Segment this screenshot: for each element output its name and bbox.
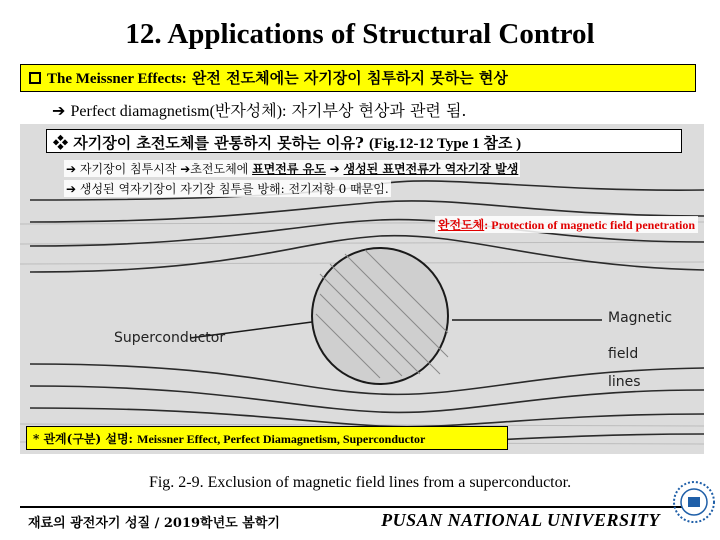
keyword-text: Meissner Effect, Perfect Diamagnetism, Superconductor	[137, 432, 426, 446]
arrow-icon: ➔	[52, 101, 66, 120]
meissner-label: The Meissner Effects:	[47, 71, 187, 87]
surface-current-text: 표면전류 유도	[252, 162, 326, 176]
reason-text: 자기장이 초전도체를 관통하지 못하는 이유?	[73, 134, 364, 152]
diamagnetism-label: Perfect diamagnetism(반자성체):	[70, 103, 287, 120]
diamond-bullet-icon: ❖	[53, 134, 69, 152]
keyword-box	[26, 426, 508, 450]
sub-line-1	[64, 160, 520, 177]
reverse-field-text: 생성된 표면전류가 역자기장 발생	[343, 162, 519, 176]
magnetic-label: Magnetic	[608, 310, 673, 326]
superconductor-label: Superconductor	[114, 330, 226, 346]
course-footer: 재료의 광전자기 성질 / 2019학년도 봄학기	[28, 516, 280, 531]
diamagnetism-line	[52, 98, 467, 121]
checkbox-bullet-icon	[29, 72, 41, 84]
sub-line-1-arrow: ➔	[325, 162, 344, 176]
figure-red-caption	[435, 216, 698, 233]
meissner-box	[20, 64, 696, 92]
reason-box	[46, 129, 682, 153]
university-name: PUSAN NATIONAL UNIVERSITY	[381, 510, 660, 530]
meissner-text: 완전 전도체에는 자기장이 침투하지 못하는 현상	[191, 69, 508, 87]
field-label: field	[608, 346, 639, 362]
reason-ref: (Fig.12-12 Type 1 참조 )	[368, 136, 522, 152]
protection-text: : Protection of magnetic field penetration	[484, 218, 695, 232]
sub-line-1-a: ➔ 자기장이 침투시작 ➔초전도체에	[66, 162, 253, 176]
keyword-label: * 관계(구분) 설명:	[33, 432, 133, 446]
perfect-conductor-text: 완전도체	[437, 218, 485, 232]
lines-label: lines	[608, 374, 641, 390]
sub-line-2: ➔ 생성된 역자기장이 자기장 침투를 방해: 전기저항 0 때문임.	[66, 182, 389, 196]
figure-caption: Fig. 2-9. Exclusion of magnetic field lines from a superconductor.	[148, 474, 572, 491]
slide-title: 12. Applications of Structural Control	[125, 18, 595, 50]
diamagnetism-text: 자기부상 현상과 관련 됨.	[291, 101, 467, 120]
university-logo-icon	[672, 480, 716, 524]
footer-divider	[20, 506, 700, 508]
